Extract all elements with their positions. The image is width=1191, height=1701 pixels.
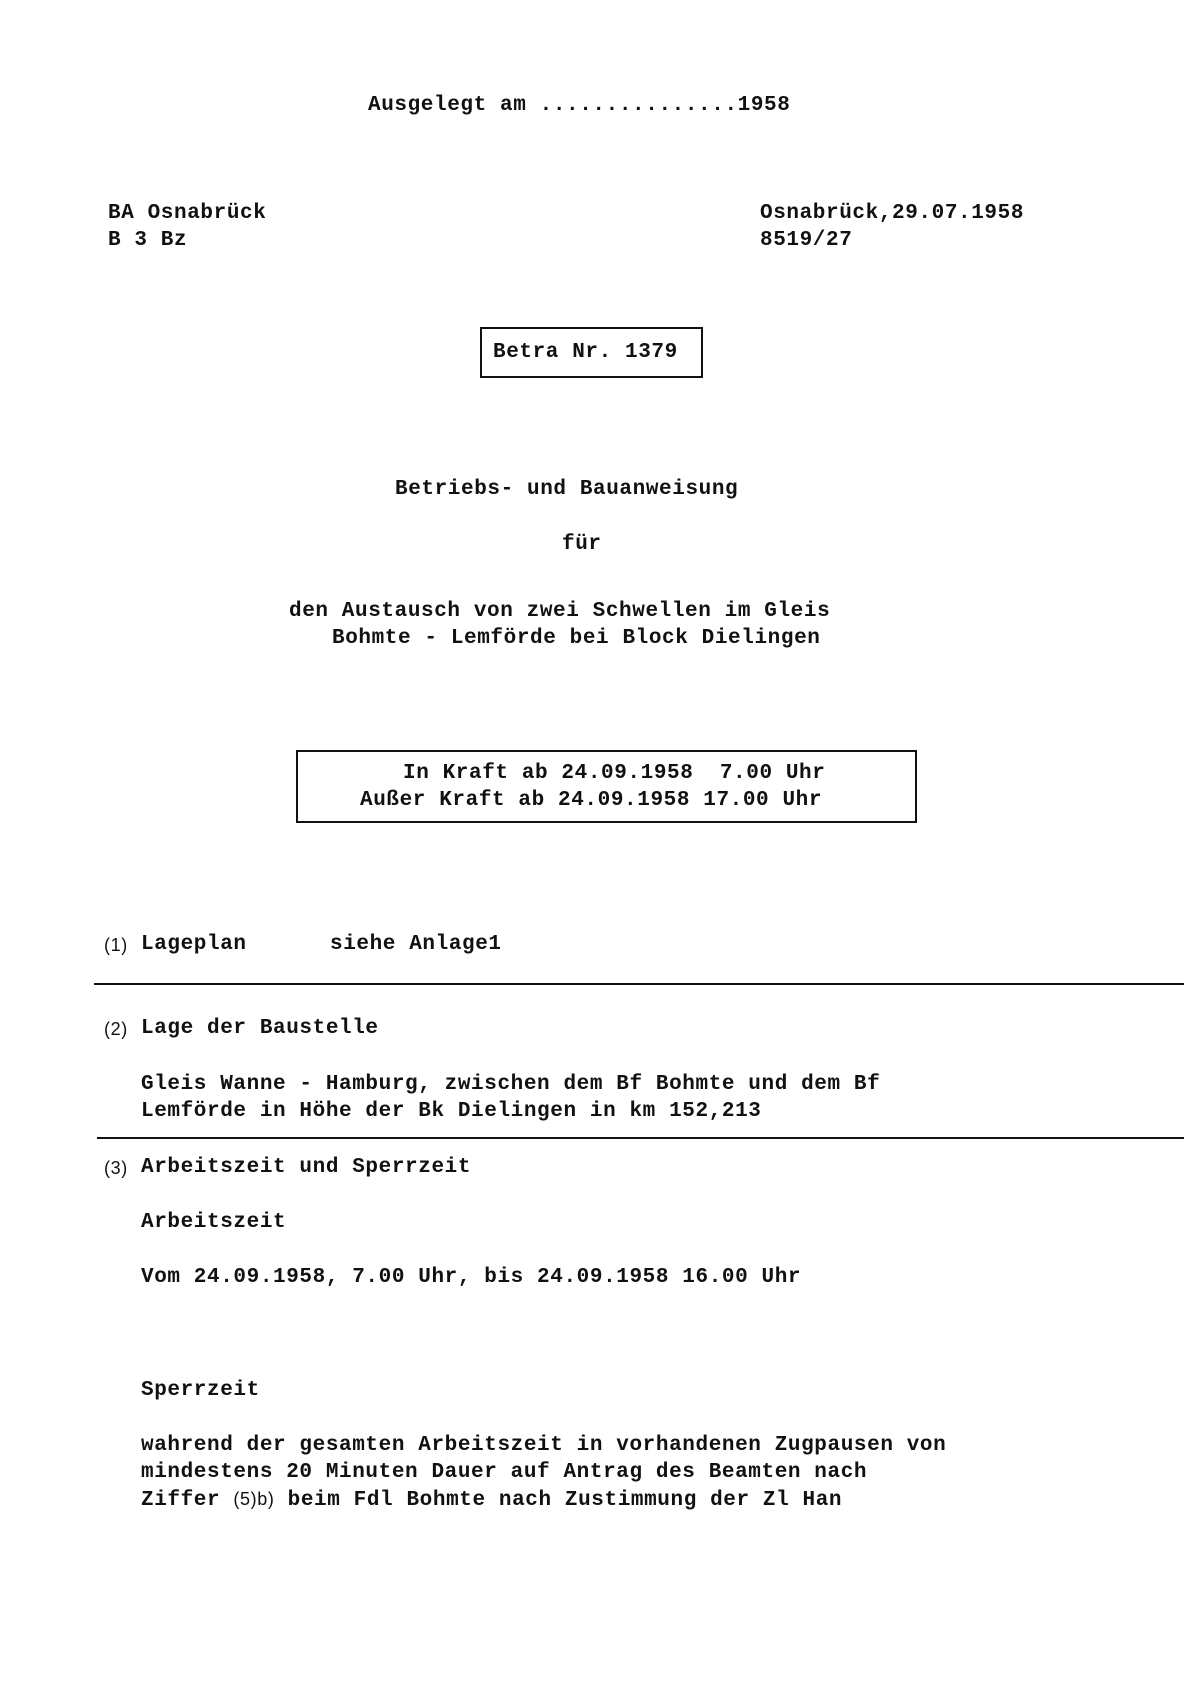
place-date: Osnabrück,29.07.1958 — [760, 202, 1025, 225]
betra-box — [480, 327, 703, 378]
validity-box — [296, 750, 917, 823]
section-2-line-1: Gleis Wanne - Hamburg, zwischen dem Bf Bohmte und dem Bf — [141, 1073, 881, 1096]
sperrzeit-line-3 — [141, 1486, 842, 1514]
sperrzeit-reference: (5)b) — [233, 1489, 275, 1509]
section-2-number: (2) — [104, 1019, 128, 1039]
sperrzeit-line-2: mindestens 20 Minuten Dauer auf Antrag des Beamten nach — [141, 1461, 868, 1484]
section-3-title: Arbeitszeit und Sperrzeit — [141, 1156, 472, 1179]
betra-number: Betra Nr. 1379 — [493, 341, 678, 364]
title-line-3: den Austausch von zwei Schwellen im Gleis — [289, 600, 831, 623]
reference-number: 8519/27 — [760, 229, 853, 252]
section-1-text: siehe Anlage1 — [330, 933, 502, 956]
title-line-2: für — [562, 533, 602, 556]
section-2-title: Lage der Baustelle — [141, 1017, 379, 1040]
title-line-4: Bohmte - Lemförde bei Block Dielingen — [332, 627, 821, 650]
divider-2 — [97, 1137, 1184, 1139]
section-1-number: (1) — [104, 935, 128, 955]
arbeitszeit-label: Arbeitszeit — [141, 1211, 287, 1234]
arbeitszeit-text: Vom 24.09.1958, 7.00 Uhr, bis 24.09.1958 16.00 Uhr — [141, 1266, 802, 1289]
sender-department: B 3 Bz — [108, 229, 188, 252]
section-1-title: Lageplan — [141, 933, 247, 956]
sperrzeit-line-3-end: beim Fdl Bohmte nach Zustimmung der Zl Han — [274, 1489, 843, 1512]
ausser-kraft: Außer Kraft ab 24.09.1958 17.00 Uhr — [360, 789, 823, 812]
sender-office: BA Osnabrück — [108, 202, 267, 225]
section-2-line-2: Lemförde in Höhe der Bk Dielingen in km 152,213 — [141, 1100, 762, 1123]
section-3-number: (3) — [104, 1158, 128, 1178]
sperrzeit-line-3-start: Ziffer — [141, 1489, 234, 1512]
divider-1 — [94, 983, 1184, 985]
title-line-1: Betriebs- und Bauanweisung — [395, 478, 739, 501]
in-kraft: In Kraft ab 24.09.1958 7.00 Uhr — [403, 762, 826, 785]
sperrzeit-label: Sperrzeit — [141, 1379, 260, 1402]
sperrzeit-line-1: wahrend der gesamten Arbeitszeit in vorhandenen Zugpausen von — [141, 1434, 947, 1457]
ausgelegt-line: Ausgelegt am ...............1958 — [368, 94, 791, 117]
